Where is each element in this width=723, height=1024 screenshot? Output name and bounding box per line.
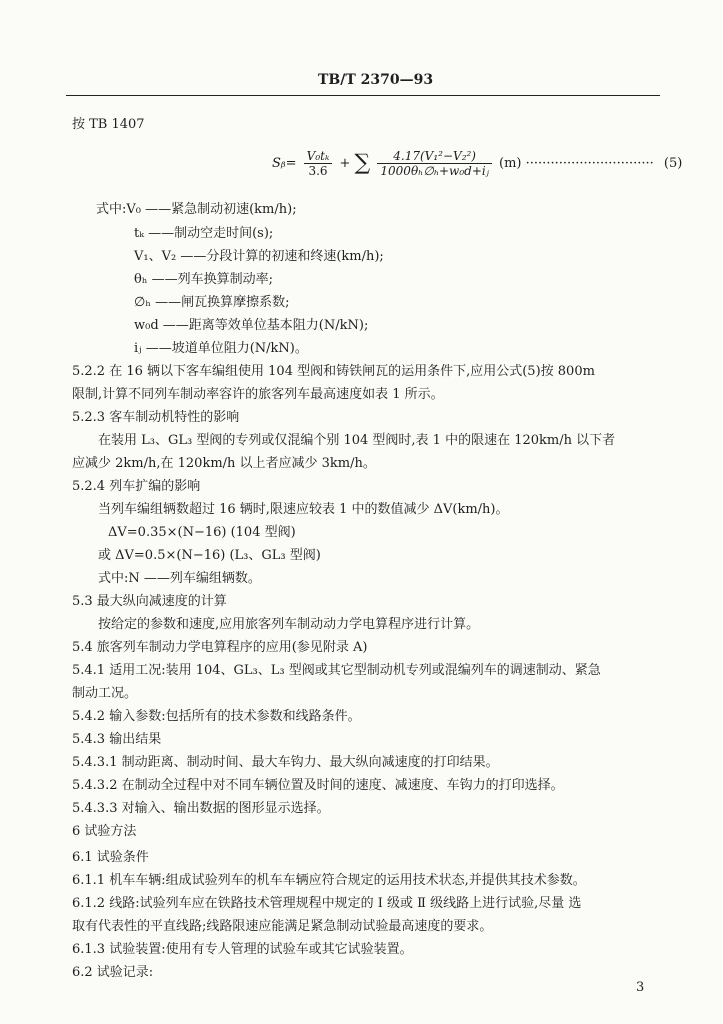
text-line: 5.4.3 输出结果 [72, 732, 162, 747]
text-line: 式中:N ——列车编组辆数。 [98, 571, 261, 586]
text-line: 按给定的参数和速度,应用旅客列车制动动力学电算程序进行计算。 [98, 617, 480, 632]
text-line: V₁、V₂ ——分段计算的初速和终速(km/h); [134, 249, 384, 264]
page-number: 3 [636, 980, 645, 995]
text-line: 5.2.4 列车扩编的影响 [72, 479, 201, 494]
text-line: 5.4 旅客列车制动力学电算程序的应用(参见附录 A) [72, 640, 368, 655]
text-line: 6.1.2 线路:试验列车应在铁路技术管理规程中规定的 Ⅰ 级或 Ⅱ 级线路上进行试验,尽量 选 [72, 896, 582, 911]
formula-5 [272, 150, 682, 177]
text-line: 5.4.3.3 对输入、输出数据的图形显示选择。 [72, 801, 330, 816]
text-line: 6.2 试验记录: [72, 965, 154, 980]
text-line: 5.2.3 客车制动机特性的影响 [72, 410, 240, 425]
formula-plus: + [339, 156, 351, 171]
formula-f2-numerator: 4.17(V₁²−V₂²) [377, 150, 491, 164]
text-line: ∅ₕ ——闸瓦换算摩擦系数; [134, 295, 290, 310]
text-line: ΔV=0.35×(N−16) (104 型阀) [108, 525, 296, 540]
text-line: 5.4.3.1 制动距离、制动时间、最大车钩力、最大纵向减速度的打印结果。 [72, 755, 499, 770]
formula-sum-symbol: ∑ [354, 150, 371, 176]
text-line: 6.1.1 机车车辆:组成试验列车的机车车辆应符合规定的运用技术状态,并提供其技术参数。 [72, 873, 586, 888]
formula-unit: (m) [499, 156, 522, 171]
formula-lhs: Sᵦ= [272, 156, 297, 171]
text-line: 在装用 L₃、GL₃ 型阀的专列或仅混编个别 104 型阀时,表 1 中的限速在 120km/h 以下者 [98, 433, 616, 448]
text-line: 6.1 试验条件 [72, 850, 149, 865]
text-line: 当列车编组辆数超过 16 辆时,限速应较表 1 中的数值减少 ΔV(km/h)。 [98, 502, 509, 517]
document-header-code: TB/T 2370—93 [318, 72, 434, 88]
formula-f2-denominator: 1000θₕ∅ₕ+w₀d+iⱼ [380, 164, 489, 178]
text-line: 或 ΔV=0.5×(N−16) (L₃、GL₃ 型阀) [98, 548, 321, 563]
text-line: w₀d ——距离等效单位基本阻力(N/kN); [134, 318, 369, 333]
formula-f1-denominator: 3.6 [308, 164, 328, 178]
formula-f1-numerator: V₀tₖ [304, 150, 333, 164]
text-line: iⱼ ——坡道单位阻力(N/kN)。 [134, 341, 308, 356]
text-line: 应减少 2km/h,在 120km/h 以上者应减少 3km/h。 [72, 456, 376, 471]
text-line: tₖ ——制动空走时间(s); [134, 226, 274, 241]
formula-leader-dots: ······························· [525, 156, 654, 171]
formula-equation-number: (5) [663, 156, 683, 171]
text-line: 式中:V₀ ——紧急制动初速(km/h); [96, 202, 297, 217]
text-line: 5.2.2 在 16 辆以下客车编组使用 104 型阀和铸铁闸瓦的运用条件下,应用公式(5)按 800m [72, 364, 595, 379]
text-line: 按 TB 1407 [72, 117, 145, 132]
text-line: 5.4.3.2 在制动全过程中对不同车辆位置及时间的速度、减速度、车钩力的打印选择。 [72, 778, 564, 793]
formula-fraction-2 [377, 150, 491, 177]
text-line: 5.4.2 输入参数:包括所有的技术参数和线路条件。 [72, 709, 361, 724]
text-line: 制动工况。 [72, 686, 138, 701]
text-line: 5.4.1 适用工况:装用 104、GL₃、L₃ 型阀或其它型制动机专列或混编列车的调速制动、紧急 [72, 663, 601, 678]
text-line: θₕ ——列车换算制动率; [134, 272, 273, 287]
text-line: 6 试验方法 [72, 824, 137, 839]
text-line: 限制,计算不同列车制动率容许的旅客列车最高速度如表 1 所示。 [72, 387, 444, 402]
formula-fraction-1 [304, 150, 333, 177]
text-line: 5.3 最大纵向减速度的计算 [72, 594, 227, 609]
text-line: 6.1.3 试验装置:使用有专人管理的试验车或其它试验装置。 [72, 942, 413, 957]
header-rule [66, 95, 660, 96]
text-line: 取有代表性的平直线路;线路限速应能满足紧急制动试验最高速度的要求。 [72, 919, 493, 934]
